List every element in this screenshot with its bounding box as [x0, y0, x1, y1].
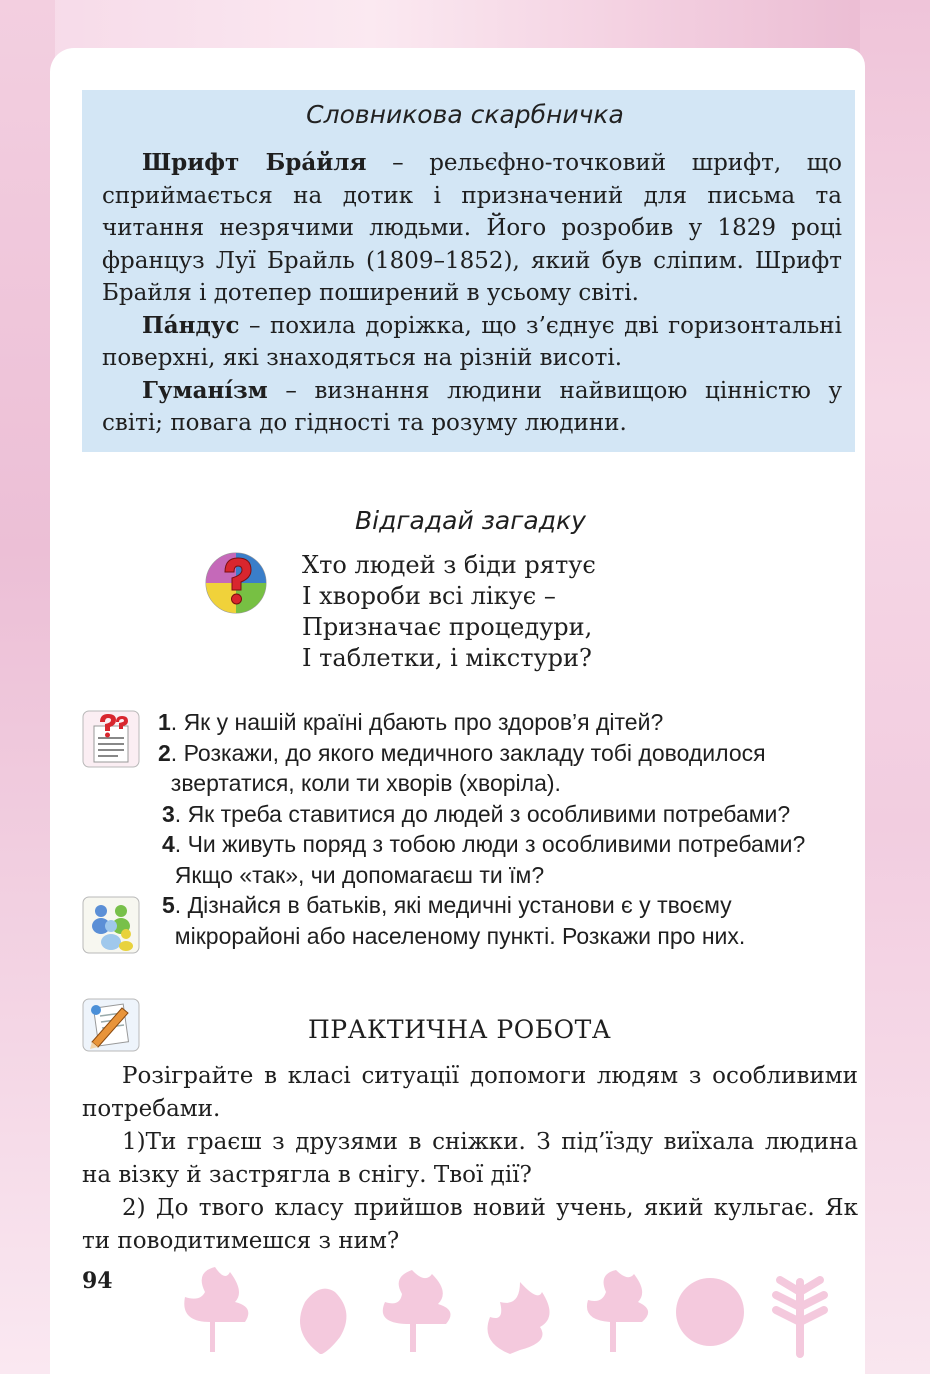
- riddle-line: Призначає процедури,: [302, 613, 593, 641]
- practical-text: [82, 1060, 858, 1258]
- riddle-text: [302, 550, 596, 674]
- question-number: 4: [162, 831, 175, 857]
- definition-humanism: – визнання людини найвищою цінністю у світі; повага до гідності та розуму людини.: [102, 377, 842, 436]
- question-mark-icon: [205, 552, 267, 614]
- practical-item: 1)Ти граєш з друзями в сніжки. З під’їзду виїхала людина на візку й застрягла в снігу. Твої дії?: [82, 1129, 858, 1188]
- practical-item: 2) До твого класу прийшов новий учень, який кульгає. Як ти поводитимешся з ним?: [82, 1195, 858, 1254]
- people-icon: [82, 896, 140, 954]
- page-number: 94: [82, 1268, 113, 1294]
- decor-right-border: [860, 0, 930, 1374]
- practical-intro: Розіграйте в класі ситуації допомоги людям з особливими потребами.: [82, 1063, 858, 1122]
- question-text: . Як треба ставитися до людей з особливими потребами?: [174, 800, 791, 827]
- riddle-line: І таблетки, і мікстури?: [302, 644, 592, 672]
- term-braille: Шрифт Бра́йля: [142, 149, 367, 176]
- definition-ramp: – похила доріжка, що з’єднує дві горизонтальні поверхні, які знаходяться на різній висоті.: [102, 312, 842, 371]
- question-sheet-icon: [82, 710, 140, 768]
- term-humanism: Гумані́зм: [142, 376, 268, 404]
- question-number: 1: [158, 709, 171, 735]
- question-text: . Розкажи, до якого медичного закладу тобі доводилося звертатися, коли ти хворів (хворіла).: [170, 739, 766, 796]
- question-number: 5: [162, 892, 175, 918]
- question-item: [158, 799, 860, 830]
- pencil-paper-icon: [82, 998, 140, 1052]
- question-number: 3: [162, 800, 175, 827]
- term-ramp: Па́ндус: [142, 311, 240, 339]
- riddle-line: І хвороби всі лікує –: [302, 582, 556, 610]
- question-text: . Чи живуть поряд з тобою люди з особливими потребами? Якщо «так», чи допомагаєш ти їм?: [174, 831, 806, 888]
- questions-list: [158, 707, 860, 951]
- question-item: [158, 829, 860, 890]
- definition-braille: – рельєфно-точковий шрифт, що сприймається на дотик і призначений для письма та читання незрячими людьми. Його розробив у 1829 році француз Луї Брайль (1809–1852), який був сліпим. Шрифт Брайля і дотепер поширений в усьому світі.: [102, 150, 842, 306]
- riddle-title: Відгадай загадку: [355, 506, 586, 535]
- practical-title: ПРАКТИЧНА РОБОТА: [308, 1015, 612, 1044]
- question-item: [158, 707, 860, 738]
- vocab-entry-braille: [102, 147, 842, 310]
- question-text: . Як у нашій країні дбають про здоров’я дітей?: [170, 709, 664, 735]
- vocabulary-title: Словникова скарбничка: [306, 100, 624, 129]
- question-item: [158, 890, 860, 951]
- question-item: [158, 738, 860, 799]
- riddle-line: Хто людей з біди рятує: [302, 551, 596, 579]
- question-text: . Дізнайся в батьків, які медичні установи є у твоєму мікрорайоні або населеному пункті. Розкажи про них.: [174, 892, 746, 949]
- vocabulary-text: [102, 147, 842, 440]
- question-number: 2: [158, 739, 171, 766]
- vocab-entry-humanism: [102, 375, 842, 440]
- leaf-decoration: [170, 1262, 870, 1362]
- vocab-entry-ramp: [102, 310, 842, 375]
- decor-left-border: [0, 0, 55, 1374]
